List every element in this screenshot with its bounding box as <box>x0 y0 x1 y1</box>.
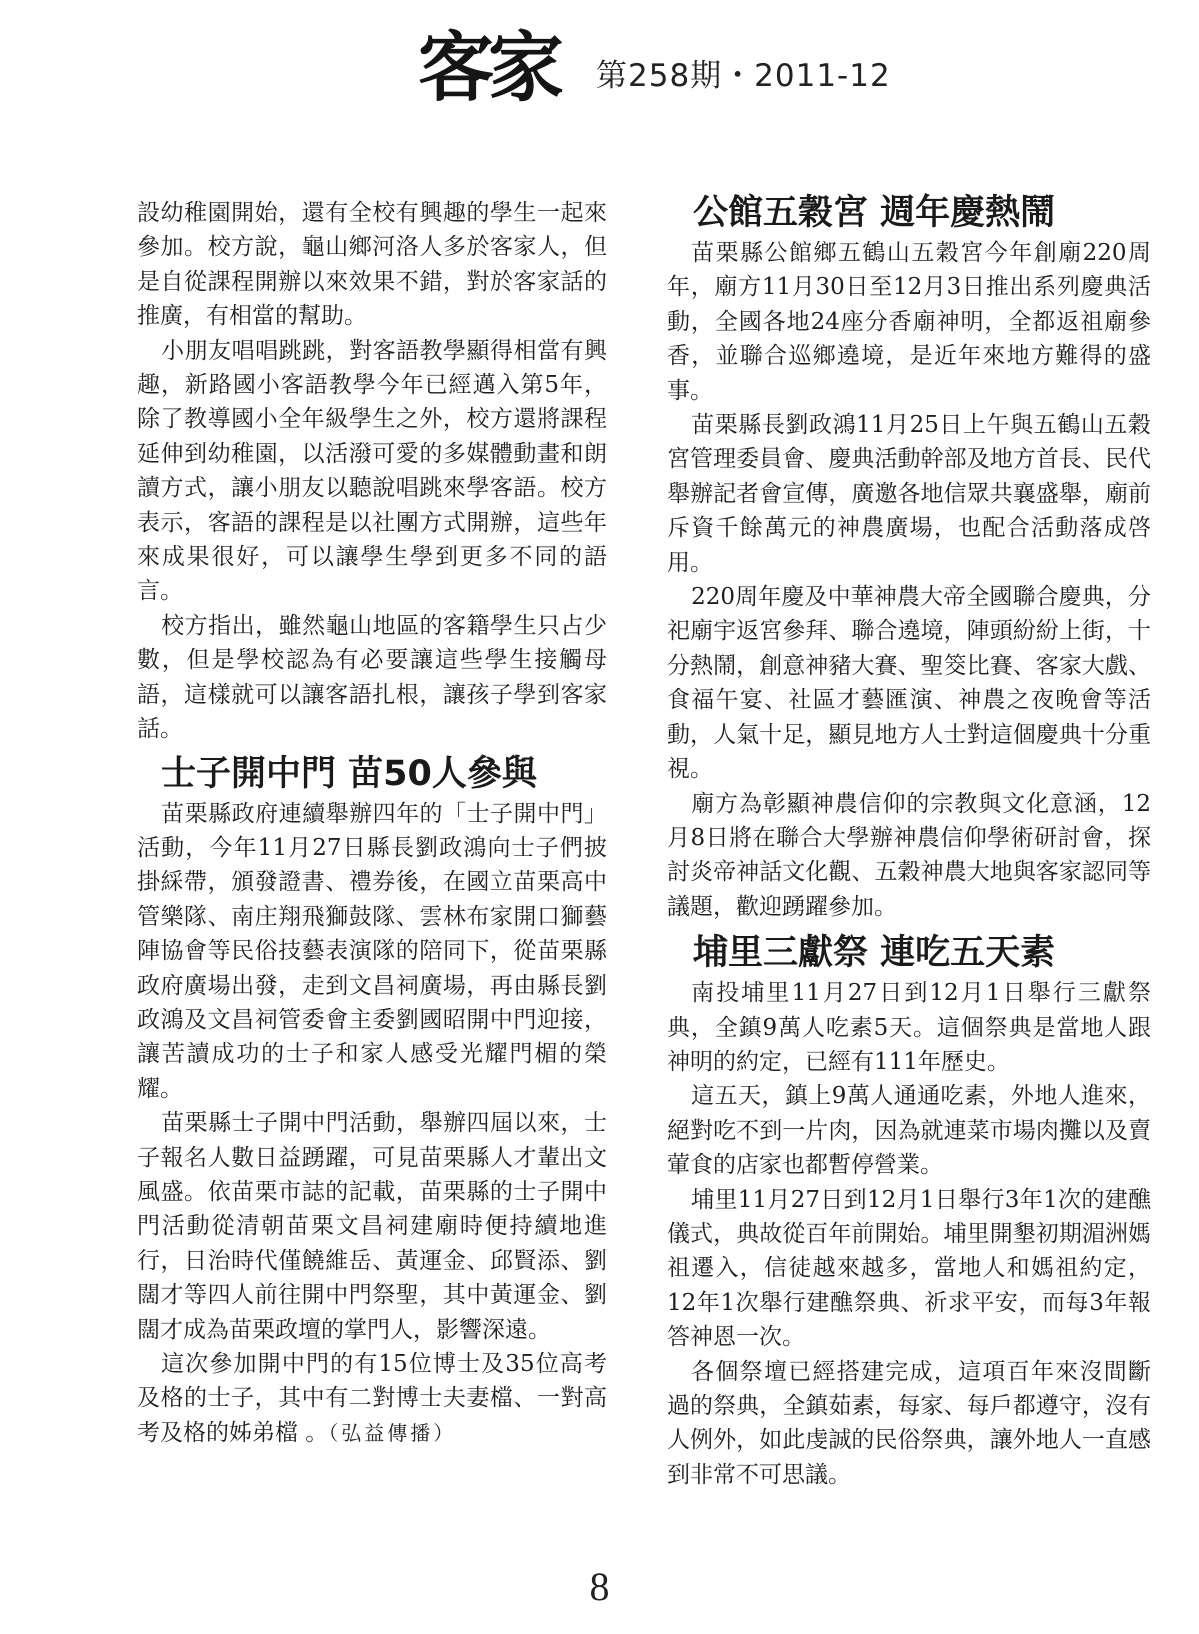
article-paragraph: 埔里11月27日到12月1日舉行3年1次的建醮儀式，典故從百年前開始。埔里開墾初期湄洲媽祖遷入，信徒越來越多，當地人和媽祖約定，12年1次舉行建醮祭典、祈求平安，而每3年報答神恩一次。 <box>667 1186 1151 1351</box>
issue-label: 第258期・2011-12 <box>596 58 891 94</box>
page-number: 8 <box>589 1564 610 1609</box>
article-paragraph: 苗栗縣公館鄉五鶴山五穀宮今年創廟220周年，廟方11月30日至12月3日推出系列慶典活動，全國各地24座分香廟神明，全都返祖廟參香，並聯合巡鄉遶境，是近年來地方難得的盛事。 <box>667 240 1151 404</box>
article-paragraph: 廟方為彰顯神農信仰的宗教與文化意涵，12月8日將在聯合大學辦神農信仰學術研討會，探討炎帝神話文化觀、五穀神農大地與客家認同等議題，歡迎踴躍參加。 <box>667 790 1151 920</box>
byline: （弘益傳播） <box>328 1420 457 1445</box>
right-column <box>667 193 1151 1492</box>
article-paragraph: 南投埔里11月27日到12月1日舉行三獻祭典，全鎮9萬人吃素5天。這個祭典是當地人跟神明的約定，已經有111年歷史。 <box>667 980 1151 1075</box>
article-paragraph: 各個祭壇已經搭建完成，這項百年來沒間斷過的祭典，全鎮茹素，每家、每戶都遵守，沒有人例外，如此虔誠的民俗祭典，讓外地人一直感到非常不可思議。 <box>667 1358 1151 1488</box>
article-paragraph: 校方指出，雖然龜山地區的客籍學生只占少數，但是學校認為有必要讓這些學生接觸母語，這樣就可以讓客語扎根，讓孩子學到客家話。 <box>137 612 607 743</box>
article-paragraph-text: 這次參加開中門的有15位博士及35位高考及格的士子，其中有二對博士夫妻檔、一對高考及格的姊弟檔 。 <box>137 1351 607 1446</box>
article-paragraph: 苗栗縣長劉政鴻11月25日上午與五鶴山五穀宮管理委員會、慶典活動幹部及地方首長、民代舉辦記者會宣傳，廣邀各地信眾共襄盛舉，廟前斥資千餘萬元的神農廣場，也配合活動落成啓用。 <box>667 412 1151 576</box>
masthead <box>0 14 1199 114</box>
article-headline: 埔里三獻祭 連吃五天素 <box>693 933 1056 974</box>
article-paragraph: 小朋友唱唱跳跳，對客語教學顯得相當有興趣，新路國小客語教學今年已經邁入第5年，除了教導國小全年級學生之外，校方還將課程延伸到幼稚園，以活潑可愛的多媒體動畫和朗讀方式，讓小朋友以聽說唱跳來學客語。校方表示，客語的課程是以社團方式開辦，這些年來成果很好，可以讓學生學到更多不同的語言。 <box>137 337 607 605</box>
magazine-logo: 客家 <box>418 23 558 112</box>
article-headline: 士子開中門 苗50人參與 <box>161 753 537 794</box>
article-headline: 公館五穀宮 週年慶熱鬧 <box>693 193 1056 233</box>
article-paragraph: 220周年慶及中華神農大帝全國聯合慶典，分祀廟宇返宮參拜、聯合遶境，陣頭紛紛上街，十分熱鬧，創意神豬大賽、聖筊比賽、客家大戲、食福午宴、社區才藝匯演、神農之夜晚會等活動，人氣十足，顯見地方人士對這個慶典十分重視。 <box>667 584 1151 783</box>
article-paragraph: 苗栗縣士子開中門活動，舉辦四屆以來，士子報名人數日益踴躍，可見苗栗縣人才輩出文風盛。依苗栗市誌的記載，苗栗縣的士子開中門活動從清朝苗栗文昌祠建廟時便持續地進行，日治時代僅饒維岳、黃運金、邱賢添、劉闊才等四人前往開中門祭聖，其中黃運金、劉闊才成為苗栗政壇的掌門人，影響深遠。 <box>137 1110 607 1343</box>
left-column <box>137 196 607 1450</box>
article-paragraph: 設幼稚園開始，還有全校有興趣的學生一起來參加。校方說，龜山鄉河洛人多於客家人，但是自從課程開辦以來效果不錯，對於客家話的推廣，有相當的幫助。 <box>137 200 607 330</box>
article-paragraph: 苗栗縣政府連續舉辦四年的「士子開中門」活動，今年11月27日縣長劉政鴻向士子們披掛綵帶，頒發證書、禮券後，在國立苗栗高中管樂隊、南庄翔飛獅鼓隊、雲林布家開口獅藝陣協會等民俗技藝表演隊的陪同下，從苗栗縣政府廣場出發，走到文昌祠廣場，再由縣長劉政鴻及文昌祠管委會主委劉國昭開中門迎接，讓苦讀成功的士子和家人感受光耀門楣的榮耀。 <box>137 800 607 1102</box>
article-paragraph <box>137 1347 607 1450</box>
article-paragraph: 這五天，鎮上9萬人通通吃素，外地人進來，絕對吃不到一片肉，因為就連菜市場肉攤以及賣葷食的店家也都暫停營業。 <box>667 1083 1151 1179</box>
